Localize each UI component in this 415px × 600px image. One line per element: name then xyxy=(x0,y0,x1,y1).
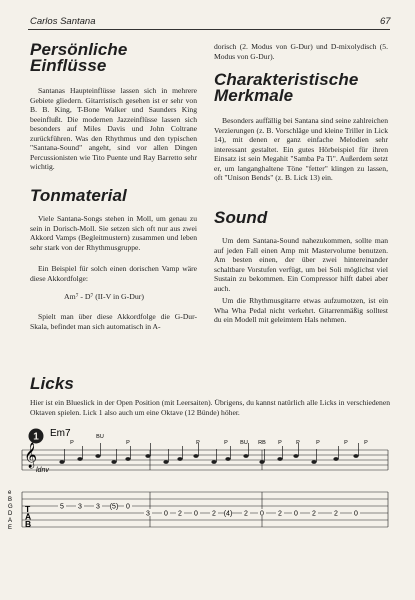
clef-annotation: ldnv xyxy=(36,467,49,474)
tab-fret-number: 3 xyxy=(96,503,100,511)
tab-fret-number: 2 xyxy=(278,510,282,518)
string-name-label: E xyxy=(8,525,13,531)
note-head xyxy=(311,460,316,464)
tab-fret-number: 2 xyxy=(244,510,248,518)
note-heads xyxy=(59,443,358,464)
paragraph-licks-intro: Hier ist ein Blueslick in der Open Position (mit Leersaiten). Übrigens, du kannst natürlich alle Licks in verschiedenen Oktaven spielen. Lick 1 also auch um eine Oktave (12 Bünde) höher. xyxy=(30,398,390,417)
note-head xyxy=(145,454,150,458)
articulation-label: RB xyxy=(258,440,266,446)
note-head xyxy=(293,454,298,458)
tab-letter: B xyxy=(25,519,32,529)
note-head xyxy=(243,454,248,458)
articulation-label: P xyxy=(126,440,130,446)
string-name-label: B xyxy=(8,497,13,503)
heading-line: Einflüsse xyxy=(30,56,107,75)
tab-fret-number: 3 xyxy=(78,503,82,511)
note-head xyxy=(353,454,358,458)
note-head xyxy=(177,457,182,461)
chord-symbol: Em7 xyxy=(50,428,71,439)
tab-fret-number: 0 xyxy=(126,503,130,511)
articulation-label: P xyxy=(344,440,348,446)
string-name-label: D xyxy=(8,511,13,517)
tab-fret-number: 0 xyxy=(164,510,168,518)
tab-fret-number: 2 xyxy=(212,510,216,518)
string-name-label: G xyxy=(8,504,13,510)
articulation-label: BU xyxy=(96,434,104,440)
note-head xyxy=(59,460,64,464)
note-head xyxy=(333,457,338,461)
string-name-label: A xyxy=(8,518,13,524)
notation-staff xyxy=(22,450,388,470)
articulation-label: P xyxy=(364,440,368,446)
articulation-label: P xyxy=(70,440,74,446)
heading-persoenliche-einfluesse xyxy=(30,42,127,74)
tab-letter: T xyxy=(25,504,31,514)
note-head xyxy=(77,457,82,461)
paragraph-rhythm-guitar: Um die Rhythmusgitarre etwas aufzumotzen, ist ein Wha Wha Pedal nicht verkehrt. Gitarrenmäßig solltest du ein Modell mit geleimtem Hals nehmen. xyxy=(214,296,388,324)
paragraph-scale: Spielt man über diese Akkordfolge die G-Dur-Skala, befindet man sich automatisch in A- xyxy=(30,312,197,331)
articulation-marks xyxy=(70,434,368,446)
header-rule xyxy=(28,29,390,30)
note-head xyxy=(277,457,282,461)
tab-letter: A xyxy=(25,511,32,522)
articulation-label: BU xyxy=(240,440,248,446)
chord-formula: Am⁷ - D⁷ (II-V in G-Dur) xyxy=(64,292,144,301)
heading-sound: Sound xyxy=(214,208,268,227)
note-head xyxy=(163,460,168,464)
tab-fret-number: (4) xyxy=(223,510,233,518)
tab-fret-number: 3 xyxy=(146,510,150,518)
page-number: 67 xyxy=(380,16,391,27)
paragraph-tonmaterial: Viele Santana-Songs stehen in Moll, um genau zu sein in Dorisch-Moll. Sie setzen sich oft nur aus zwei Akkord Vamps (Begleitmustern) zusammen und leben sehr stark von der Rhythmusgruppe. xyxy=(30,214,197,252)
tab-fret-numbers xyxy=(58,502,360,518)
tab-fret-number: (5) xyxy=(109,503,119,511)
lick-number: 1 xyxy=(33,431,39,443)
heading-line: Merkmale xyxy=(214,86,294,105)
note-head xyxy=(259,460,264,464)
note-head xyxy=(193,454,198,458)
tab-fret-number: 0 xyxy=(354,510,358,518)
heading-tonmaterial: Tonmaterial xyxy=(30,186,127,205)
heading-line: Charakteristische xyxy=(214,70,359,89)
note-head xyxy=(211,460,216,464)
articulation-label: P xyxy=(196,440,200,446)
heading-licks: Licks xyxy=(30,374,74,393)
running-header-author: Carlos Santana xyxy=(30,16,96,27)
articulation-label: P xyxy=(316,440,320,446)
treble-clef-icon: 𝄞 xyxy=(24,442,38,467)
articulation-label: P xyxy=(296,440,300,446)
heading-charakteristische-merkmale xyxy=(214,72,358,104)
tab-fret-number: 0 xyxy=(194,510,198,518)
paragraph-sound: Um dem Santana-Sound nahezukommen, sollte man auf jeden Fall einen Amp mit Mastervolume benutzen. Am besten einen, der über zwei hintereinander schaltbare Vorstufen verfügt, um bei Soli möglichst viel Sustain zu bekommen. Ein Compressor hilft dabei aber auch. xyxy=(214,236,388,293)
string-names xyxy=(8,490,13,531)
tab-clef xyxy=(25,504,31,529)
articulation-label: P xyxy=(224,440,228,446)
heading-line: Persönliche xyxy=(30,40,128,59)
note-head xyxy=(225,457,230,461)
paragraph-modes: dorisch (2. Modus von G-Dur) und D-mixolydisch (5. Modus von G-Dur). xyxy=(214,42,388,61)
paragraph-vamp-example: Ein Beispiel für solch einen dorischen Vamp wäre diese Akkordfolge: xyxy=(30,264,197,283)
lick-1-notation xyxy=(0,420,415,550)
string-name-label: e xyxy=(8,490,12,496)
note-head xyxy=(95,454,100,458)
note-head xyxy=(111,460,116,464)
paragraph-characteristics: Besonders auffällig bei Santana sind seine zahlreichen Verzierungen (z. B. Vorschläge und kleine Triller in Lick 14), mit denen er ganz einfache Melodien sehr interessant gestaltet. Ein gutes Hörbeispiel für ihren Einsatz ist sein Megahit "Samba Pa Ti". Außerdem setzt er, um langanghaltene Töne "fetter" klingen zu lassen, oft "Unison Bends" (z. B. Lick 13) ein. xyxy=(214,116,388,182)
paragraph-influences: Santanas Haupteinflüsse lassen sich in mehrere Gebiete gliedern. Gitarristisch gesehen ist er sehr von B. B. King, T-Bone Walker und Saunders King beeinflußt. Die modernen Jazzeinflüsse lassen sich besonders auf Miles Davis und John Coltrane zurückführen. Was den Rhythmus und den typischen "Santana-Sound" angeht, sind vor allen Dingen Percussionisten wie Tito Puente und Ray Barretto sehr wichtig. xyxy=(30,86,197,171)
tab-fret-number: 5 xyxy=(60,503,64,511)
tab-fret-number: 0 xyxy=(294,510,298,518)
tab-fret-number: 2 xyxy=(312,510,316,518)
tab-fret-number: 2 xyxy=(334,510,338,518)
tab-fret-number: 0 xyxy=(260,510,264,518)
note-head xyxy=(125,457,130,461)
tab-fret-number: 2 xyxy=(178,510,182,518)
articulation-label: P xyxy=(278,440,282,446)
